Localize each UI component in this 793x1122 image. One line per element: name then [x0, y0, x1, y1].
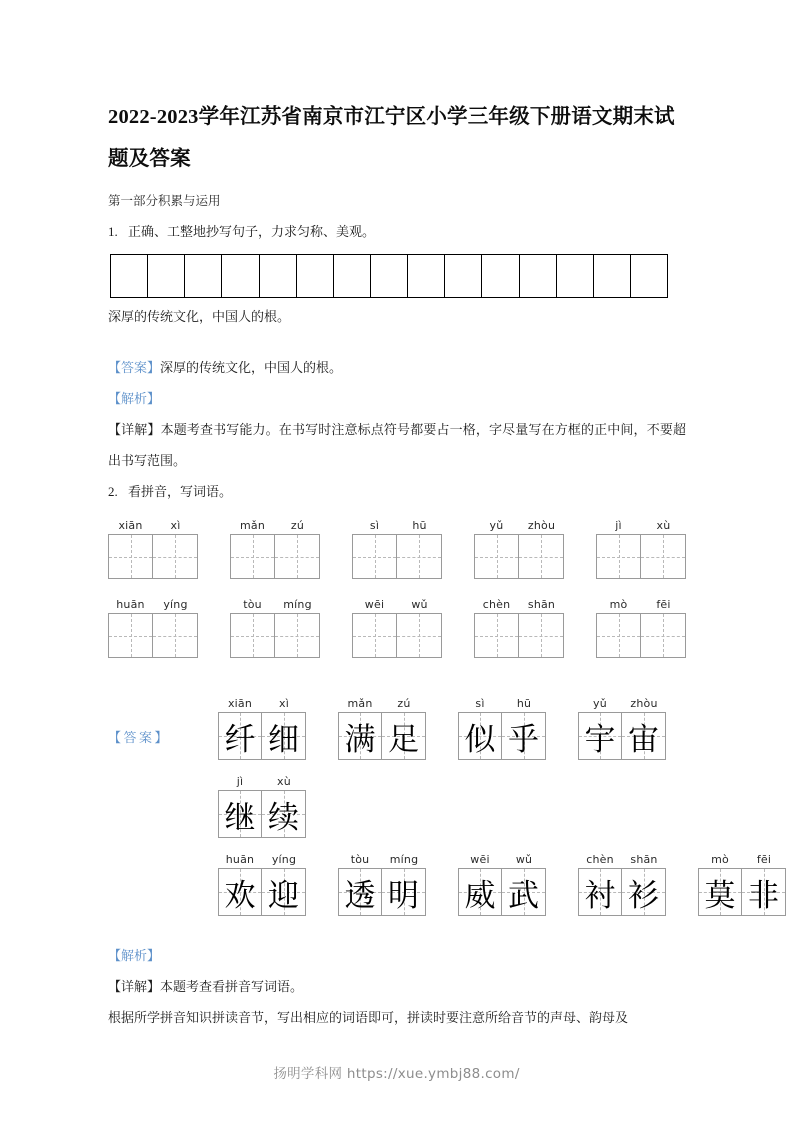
pinyin-syllable: xù [277, 775, 291, 788]
pinyin-syllable: huān [225, 853, 255, 866]
question-2-prompt [108, 476, 686, 508]
pinyin-syllable: shān [527, 598, 556, 611]
character-glyph: 纤 [224, 721, 256, 757]
pinyin-syllable: fēi [756, 853, 772, 866]
character-grid [218, 712, 306, 760]
character-glyph: 足 [388, 721, 419, 757]
answer-label: 【答案】 [108, 360, 161, 375]
copy-grid-cell [594, 255, 631, 297]
character-glyph [353, 535, 396, 578]
character-cell [230, 613, 275, 658]
detail-text: 本题考查看拼音写词语。 [160, 979, 304, 994]
pinyin-row [474, 518, 564, 534]
pinyin-word-group [596, 518, 686, 579]
character-glyph [641, 535, 685, 578]
character-grid [218, 790, 306, 838]
character-glyph [275, 535, 319, 578]
copy-grid-cell [631, 255, 668, 297]
character-glyph: 续 [268, 799, 299, 835]
document-content [108, 96, 779, 1033]
pinyin-syllable: zú [397, 697, 411, 710]
character-cell [262, 790, 306, 838]
pinyin-word-group [108, 518, 198, 579]
detail-label: 【详解】 [108, 422, 161, 437]
pinyin-answer-row [108, 774, 686, 838]
copy-grid-cell [222, 255, 259, 297]
copy-grid-cell [445, 255, 482, 297]
character-cell [698, 868, 742, 916]
character-glyph: 乎 [508, 721, 539, 757]
character-grid [578, 712, 666, 760]
character-cell [338, 868, 382, 916]
character-cell [275, 534, 320, 579]
pinyin-syllable: hū [516, 697, 532, 710]
pinyin-row [352, 518, 442, 534]
character-grid [230, 613, 320, 658]
character-grid [338, 868, 426, 916]
character-glyph [231, 535, 274, 578]
character-cell [622, 868, 666, 916]
copy-grid-cell [557, 255, 594, 297]
pinyin-word-group [352, 518, 442, 579]
pinyin-syllable: chèn [586, 853, 614, 866]
pinyin-row [578, 696, 666, 712]
pinyin-word-group [218, 852, 306, 916]
character-cell [218, 712, 262, 760]
character-grid [474, 534, 564, 579]
pinyin-word-group [458, 852, 546, 916]
character-cell [596, 613, 641, 658]
pinyin-exercise-row [108, 518, 686, 579]
pinyin-word-group [698, 852, 786, 916]
character-glyph: 继 [224, 799, 256, 835]
character-cell [108, 613, 153, 658]
answer-label [108, 727, 218, 760]
pinyin-syllable: huān [116, 598, 145, 611]
pinyin-syllable: sì [475, 697, 485, 710]
copy-grid-cell [408, 255, 445, 297]
pinyin-word-group [230, 518, 320, 579]
pinyin-syllable: yíng [271, 853, 297, 866]
character-cell [262, 712, 306, 760]
copy-writing-grid [110, 254, 668, 298]
character-glyph [519, 535, 563, 578]
copy-grid-cell [260, 255, 297, 297]
character-cell [458, 868, 502, 916]
character-glyph: 威 [464, 877, 496, 913]
pinyin-answer-area [108, 696, 779, 916]
character-cell [458, 712, 502, 760]
pinyin-syllable: xù [656, 519, 671, 532]
pinyin-syllable: mò [609, 598, 628, 611]
question-2-detail-continued: 根据所学拼音知识拼读音节，写出相应的词语即可，拼读时要注意所给音节的声母、韵母及 [108, 1010, 629, 1025]
pinyin-row [474, 597, 564, 613]
pinyin-answer-row [108, 852, 779, 916]
copy-grid-cell [148, 255, 185, 297]
character-glyph [475, 614, 518, 657]
pinyin-row [338, 696, 426, 712]
pinyin-word-group [108, 597, 198, 658]
answer-label [108, 902, 218, 916]
question-1-answer-line [108, 352, 686, 383]
pinyin-syllable: xì [170, 519, 181, 532]
pinyin-syllable: wǔ [411, 598, 428, 611]
character-cell [153, 613, 198, 658]
section-label: 第一部分积累与运用 [108, 194, 221, 208]
character-cell [275, 613, 320, 658]
character-cell [218, 868, 262, 916]
character-cell [742, 868, 786, 916]
character-cell [641, 613, 686, 658]
character-cell [502, 868, 546, 916]
character-glyph: 武 [508, 877, 539, 913]
question-1-sentence: 深厚的传统文化，中国人的根。 [108, 309, 291, 324]
pinyin-row [458, 852, 546, 868]
pinyin-word-group [230, 597, 320, 658]
pinyin-syllable: jì [615, 519, 622, 532]
question-2-analysis-label: 【解析】 [108, 948, 161, 963]
character-glyph [475, 535, 518, 578]
character-grid [474, 613, 564, 658]
character-glyph: 透 [344, 877, 376, 913]
character-glyph [153, 535, 197, 578]
character-glyph [109, 535, 152, 578]
pinyin-syllable: hū [412, 519, 427, 532]
character-cell [519, 613, 564, 658]
pinyin-syllable: zhòu [630, 697, 658, 710]
pinyin-syllable: mò [711, 853, 729, 866]
pinyin-syllable: yǔ [489, 519, 504, 532]
question-2-number: 2. [108, 484, 118, 499]
character-glyph: 欢 [224, 877, 256, 913]
pinyin-row [338, 852, 426, 868]
question-1-detail [108, 414, 686, 476]
question-1-text: 正确、工整地抄写句子，力求匀称、美观。 [128, 224, 376, 239]
pinyin-row [108, 518, 198, 534]
copy-grid-cell [297, 255, 334, 297]
answer-label [108, 824, 218, 838]
character-glyph: 细 [268, 721, 299, 757]
pinyin-exercise-row [108, 597, 686, 658]
character-glyph: 迎 [268, 877, 299, 913]
character-cell [338, 712, 382, 760]
character-cell [218, 790, 262, 838]
character-glyph [231, 614, 274, 657]
pinyin-syllable: zhòu [527, 519, 556, 532]
character-cell [502, 712, 546, 760]
character-glyph [153, 614, 197, 657]
pinyin-syllable: yíng [163, 598, 188, 611]
character-grid [230, 534, 320, 579]
copy-grid-cell [371, 255, 408, 297]
character-glyph [519, 614, 563, 657]
pinyin-word-group [458, 696, 546, 760]
pinyin-exercise-area [108, 518, 686, 658]
pinyin-row [698, 852, 786, 868]
pinyin-row [596, 518, 686, 534]
character-cell [519, 534, 564, 579]
character-glyph [597, 614, 640, 657]
character-grid [578, 868, 666, 916]
character-cell [352, 534, 397, 579]
answer-text: 深厚的传统文化，中国人的根。 [160, 360, 343, 375]
character-cell [230, 534, 275, 579]
character-glyph: 明 [388, 877, 419, 913]
pinyin-word-group [338, 852, 426, 916]
character-cell [596, 534, 641, 579]
pinyin-syllable: xì [279, 697, 289, 710]
character-glyph [109, 614, 152, 657]
copy-grid-cell [520, 255, 557, 297]
character-grid [596, 534, 686, 579]
pinyin-word-group [352, 597, 442, 658]
character-cell [622, 712, 666, 760]
pinyin-word-group [578, 852, 666, 916]
character-grid [698, 868, 786, 916]
character-glyph: 衬 [584, 877, 616, 913]
question-1-prompt [108, 216, 686, 248]
character-glyph: 满 [344, 721, 376, 757]
character-grid [108, 534, 198, 579]
character-grid [458, 868, 546, 916]
pinyin-row [230, 518, 320, 534]
character-cell [352, 613, 397, 658]
pinyin-word-group [218, 774, 306, 838]
character-grid [218, 868, 306, 916]
character-glyph: 衫 [628, 877, 659, 913]
pinyin-row [458, 696, 546, 712]
pinyin-syllable: míng [389, 853, 419, 866]
character-glyph: 似 [464, 721, 496, 757]
pinyin-row [218, 852, 306, 868]
pinyin-word-group [218, 696, 306, 760]
pinyin-syllable: wǔ [515, 853, 533, 866]
pinyin-word-group [474, 597, 564, 658]
character-cell [474, 613, 519, 658]
character-cell [382, 712, 426, 760]
pinyin-row [218, 696, 306, 712]
page-title: 2022-2023学年江苏省南京市江宁区小学三年级下册语文期末试题及答案 [108, 106, 675, 170]
character-grid [352, 613, 442, 658]
pinyin-row [596, 597, 686, 613]
pinyin-word-group [338, 696, 426, 760]
character-cell [397, 613, 442, 658]
detail-label: 【详解】 [108, 979, 161, 994]
character-glyph: 宙 [628, 721, 659, 757]
detail-text: 本题考查书写能力。在书写时注意标点符号都要占一格，字尽量写在方框的正中间，不要超出书写范围。 [108, 422, 686, 468]
copy-grid-cell [185, 255, 222, 297]
character-grid [596, 613, 686, 658]
character-glyph [641, 614, 685, 657]
copy-grid-cell [111, 255, 148, 297]
pinyin-syllable: sì [369, 519, 380, 532]
pinyin-syllable: tòu [350, 853, 370, 866]
character-cell [578, 712, 622, 760]
pinyin-row [218, 774, 306, 790]
character-grid [458, 712, 546, 760]
site-watermark: 扬明学科网 https://xue.ymbj88.com/ [273, 1066, 520, 1082]
character-glyph [397, 614, 441, 657]
question-1-number: 1. [108, 224, 118, 239]
pinyin-syllable: yǔ [593, 697, 607, 710]
pinyin-syllable: míng [283, 598, 312, 611]
character-glyph: 非 [748, 877, 779, 913]
pinyin-syllable: xiān [118, 519, 143, 532]
pinyin-row [230, 597, 320, 613]
pinyin-row [578, 852, 666, 868]
question-2-detail [108, 971, 686, 1002]
pinyin-syllable: xiān [227, 697, 253, 710]
pinyin-syllable: shān [630, 853, 658, 866]
question-2-text: 看拼音，写词语。 [128, 484, 233, 499]
character-glyph [397, 535, 441, 578]
character-glyph [597, 535, 640, 578]
pinyin-syllable: wēi [364, 598, 385, 611]
character-grid [338, 712, 426, 760]
character-glyph [353, 614, 396, 657]
character-cell [474, 534, 519, 579]
character-glyph: 宇 [584, 721, 616, 757]
pinyin-syllable: zú [290, 519, 305, 532]
pinyin-row [352, 597, 442, 613]
character-cell [641, 534, 686, 579]
pinyin-syllable: mǎn [347, 697, 373, 710]
copy-grid-cell [482, 255, 519, 297]
character-cell [262, 868, 306, 916]
character-cell [578, 868, 622, 916]
pinyin-syllable: chèn [482, 598, 511, 611]
pinyin-syllable: mǎn [239, 519, 266, 532]
character-cell [108, 534, 153, 579]
pinyin-row [108, 597, 198, 613]
pinyin-word-group [578, 696, 666, 760]
answer-label-text: 【答案】 [108, 730, 171, 745]
pinyin-answer-row [108, 696, 686, 760]
character-cell [382, 868, 426, 916]
pinyin-syllable: jì [236, 775, 244, 788]
character-glyph: 莫 [704, 877, 736, 913]
question-1-analysis-label: 【解析】 [108, 391, 161, 406]
character-grid [352, 534, 442, 579]
copy-grid-cell [334, 255, 371, 297]
pinyin-word-group [596, 597, 686, 658]
pinyin-syllable: wēi [470, 853, 490, 866]
character-grid [108, 613, 198, 658]
pinyin-syllable: tòu [243, 598, 262, 611]
pinyin-syllable: fēi [656, 598, 671, 611]
character-cell [153, 534, 198, 579]
character-glyph [275, 614, 319, 657]
pinyin-word-group [474, 518, 564, 579]
character-cell [397, 534, 442, 579]
